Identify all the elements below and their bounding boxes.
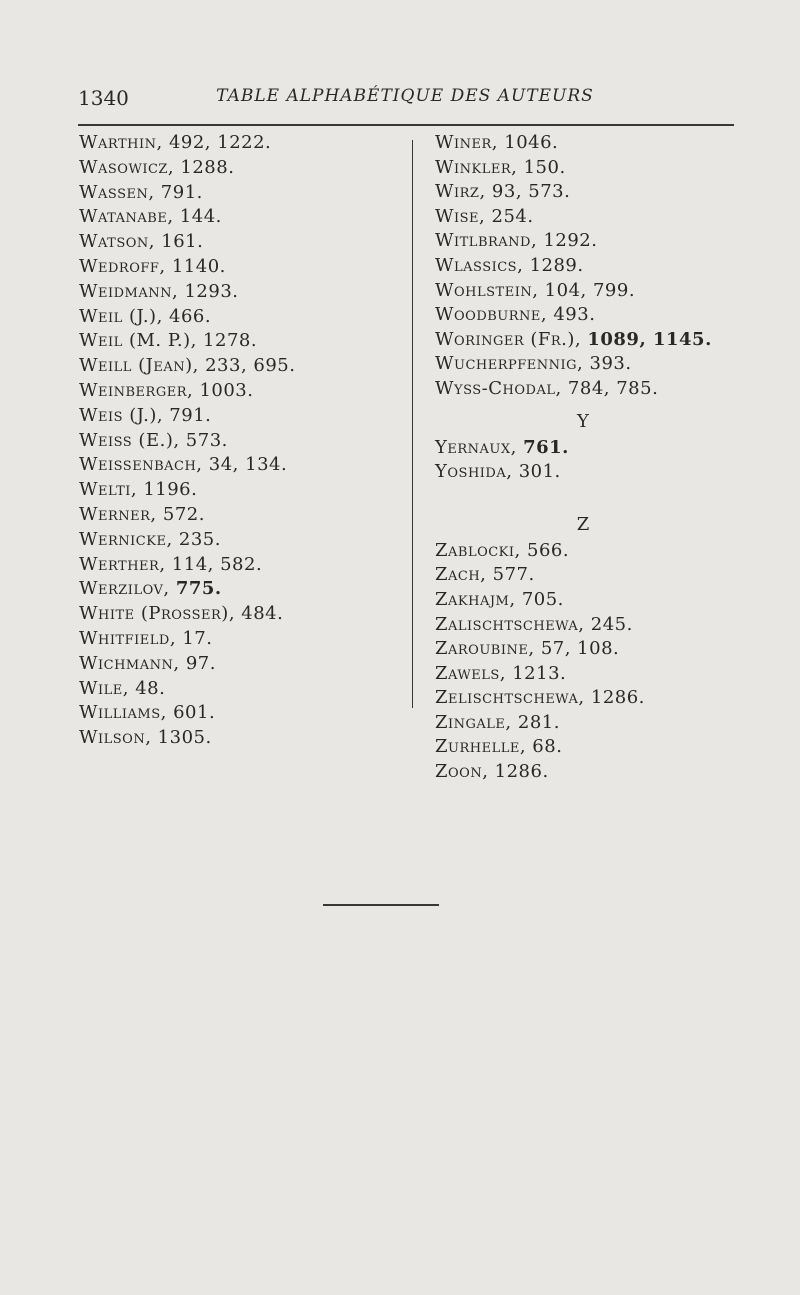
index-entry xyxy=(79,131,399,156)
index-entry xyxy=(435,711,755,736)
author-name: Wlassics, xyxy=(435,254,524,276)
author-name: Weiss (E.), xyxy=(79,429,180,451)
author-name: Warthin, xyxy=(79,132,163,153)
page-refs: 566. xyxy=(527,539,570,561)
author-name: Zach, xyxy=(435,564,487,586)
author-name: Yernaux, xyxy=(435,436,517,458)
index-entry xyxy=(435,460,755,485)
w-entries-continued xyxy=(435,131,755,402)
index-entry xyxy=(79,156,399,181)
page-refs: 1196. xyxy=(143,479,198,501)
index-entry xyxy=(79,181,399,206)
index-entry xyxy=(435,180,755,205)
index-entry xyxy=(79,255,399,280)
index-entry xyxy=(435,613,755,638)
page-refs: 144. xyxy=(179,206,222,228)
author-name: Zakhajm, xyxy=(435,588,516,610)
author-name: Williams, xyxy=(79,702,167,724)
author-name: Wyss-Chodal, xyxy=(435,377,562,399)
running-title: TABLE ALPHABÉTIQUE DES AUTEURS xyxy=(216,86,594,106)
author-name: Wernicke, xyxy=(79,528,173,550)
page-header xyxy=(78,86,732,114)
page-refs: 1288. xyxy=(180,156,235,178)
author-name: Werzilov, xyxy=(79,578,170,600)
author-name: Yoshida, xyxy=(435,461,513,483)
author-name: Winer, xyxy=(435,132,499,153)
page-refs: 601. xyxy=(173,702,216,724)
page-refs: 114, 582. xyxy=(171,553,263,575)
page-refs: 573. xyxy=(185,429,228,451)
index-entry xyxy=(79,528,399,553)
page-refs: 34, 134. xyxy=(208,454,288,476)
index-entry xyxy=(435,686,755,711)
page-refs: 484. xyxy=(241,603,284,625)
index-entry xyxy=(79,329,399,354)
author-name: Zurhelle, xyxy=(435,736,527,758)
page-refs: 161. xyxy=(161,231,204,253)
author-name: Zaroubine, xyxy=(435,638,535,660)
index-entry xyxy=(79,354,399,379)
end-rule xyxy=(323,904,439,906)
author-name: Witlbrand, xyxy=(435,230,538,252)
index-entry xyxy=(79,701,399,726)
author-name: Weis (J.), xyxy=(79,404,164,426)
author-name: Wasowicz, xyxy=(79,156,175,178)
index-entry xyxy=(435,328,755,353)
index-entry xyxy=(79,379,399,404)
page-refs: 93, 573. xyxy=(491,181,571,203)
index-entry xyxy=(435,254,755,279)
page-refs: 254. xyxy=(491,205,534,227)
author-name: Watanabe, xyxy=(79,206,174,228)
page-refs: 1213. xyxy=(512,662,567,684)
page-refs: 1278. xyxy=(203,330,258,352)
index-entry xyxy=(79,602,399,627)
author-name: Wirz, xyxy=(435,181,486,203)
author-name: Weidmann, xyxy=(79,280,179,302)
page-refs: 245. xyxy=(590,613,633,635)
index-entry xyxy=(79,627,399,652)
page-refs: 1289. xyxy=(529,254,584,276)
page-refs: 493. xyxy=(553,304,596,326)
index-entry xyxy=(79,453,399,478)
page-refs: 1046. xyxy=(504,132,559,153)
page-refs: 1286. xyxy=(494,761,549,783)
index-entry xyxy=(79,280,399,305)
author-name: Weill (Jean), xyxy=(79,355,199,377)
index-entry xyxy=(79,205,399,230)
page-refs-bold: 775. xyxy=(175,578,222,600)
page-refs: 150. xyxy=(523,156,566,178)
author-name: Welti, xyxy=(79,479,138,501)
page-refs: 1292. xyxy=(543,230,598,252)
index-entry xyxy=(435,156,755,181)
index-entry xyxy=(435,637,755,662)
index-entry xyxy=(79,404,399,429)
author-name: Wilson, xyxy=(79,727,152,749)
index-entry xyxy=(79,305,399,330)
page-refs: 17. xyxy=(182,627,213,649)
page-refs: 705. xyxy=(521,588,564,610)
author-name: Zawels, xyxy=(435,662,506,684)
page-refs: 572. xyxy=(162,503,205,525)
author-name: Woodburne, xyxy=(435,304,548,326)
author-name: Zalischtschewa, xyxy=(435,613,585,635)
index-entry xyxy=(435,735,755,760)
page-refs: 68. xyxy=(532,736,563,758)
index-entry xyxy=(435,539,755,564)
author-name: Wassen, xyxy=(79,181,155,203)
index-entry xyxy=(79,553,399,578)
author-name: Wedroff, xyxy=(79,255,166,277)
author-name: Zelischtschewa, xyxy=(435,687,585,709)
index-entry xyxy=(435,588,755,613)
author-name: Wucherpfennig, xyxy=(435,353,584,375)
author-name: Wile, xyxy=(79,677,129,699)
author-name: Woringer (Fr.), xyxy=(435,328,582,350)
y-entries xyxy=(435,436,755,485)
page-refs: 57, 108. xyxy=(540,638,620,660)
page-refs: 577. xyxy=(492,564,535,586)
author-name: Winkler, xyxy=(435,156,518,178)
author-name: Weinberger, xyxy=(79,379,194,401)
page-refs: 233, 695. xyxy=(205,355,296,377)
author-name: Weil (M. P.), xyxy=(79,330,197,352)
index-entry xyxy=(79,503,399,528)
author-name: Wise, xyxy=(435,205,486,227)
author-name: Zablocki, xyxy=(435,539,521,561)
index-entry xyxy=(435,662,755,687)
index-entry xyxy=(79,478,399,503)
page-refs: 235. xyxy=(178,528,221,550)
header-rule xyxy=(78,124,734,126)
page-refs: 104, 799. xyxy=(544,279,636,301)
section-letter-y: Y xyxy=(577,410,589,432)
section-letter-z: Z xyxy=(576,513,590,535)
page-refs: 466. xyxy=(169,305,212,327)
page-refs: 492, 1222. xyxy=(168,132,272,153)
page-refs: 791. xyxy=(169,404,212,426)
author-name: Wohlstein, xyxy=(435,279,539,301)
index-entry xyxy=(79,230,399,255)
author-name: Werner, xyxy=(79,503,157,525)
index-entry xyxy=(435,436,755,461)
index-entry xyxy=(435,131,755,156)
page-refs: 791. xyxy=(160,181,203,203)
index-entry xyxy=(435,279,755,304)
author-name: Zoon, xyxy=(435,761,489,783)
index-entry xyxy=(435,377,755,402)
author-name: Whitfield, xyxy=(79,627,177,649)
page-refs: 1003. xyxy=(199,379,254,401)
index-entry xyxy=(79,577,399,602)
left-column xyxy=(79,131,399,751)
index-entry xyxy=(79,429,399,454)
index-entry xyxy=(435,229,755,254)
index-entry xyxy=(79,652,399,677)
page-refs-bold: 1089, 1145. xyxy=(587,328,712,350)
page-refs: 1140. xyxy=(171,255,226,277)
page-refs: 48. xyxy=(135,677,166,699)
index-entry xyxy=(79,726,399,751)
author-name: Weissenbach, xyxy=(79,454,203,476)
author-name: White (Prosser), xyxy=(79,603,236,625)
page-refs: 1305. xyxy=(157,727,212,749)
page-refs: 281. xyxy=(517,711,560,733)
index-entry xyxy=(79,677,399,702)
index-entry xyxy=(435,303,755,328)
page-refs: 784, 785. xyxy=(567,377,659,399)
page-refs-bold: 761. xyxy=(523,436,569,458)
author-name: Wichmann, xyxy=(79,652,180,674)
page-refs: 1286. xyxy=(590,687,645,709)
author-name: Weil (J.), xyxy=(79,305,163,327)
page-refs: 393. xyxy=(589,353,632,375)
page-refs: 301. xyxy=(518,461,561,483)
author-name: Zingale, xyxy=(435,711,512,733)
index-entry xyxy=(435,205,755,230)
page-refs: 1293. xyxy=(184,280,239,302)
index-entry xyxy=(435,563,755,588)
author-name: Werther, xyxy=(79,553,166,575)
index-entry xyxy=(435,760,755,785)
right-column xyxy=(435,131,755,785)
page-refs: 97. xyxy=(185,652,216,674)
page-number: 1340 xyxy=(78,86,129,110)
author-name: Watson, xyxy=(79,231,156,253)
index-entry xyxy=(435,352,755,377)
z-entries xyxy=(435,539,755,785)
